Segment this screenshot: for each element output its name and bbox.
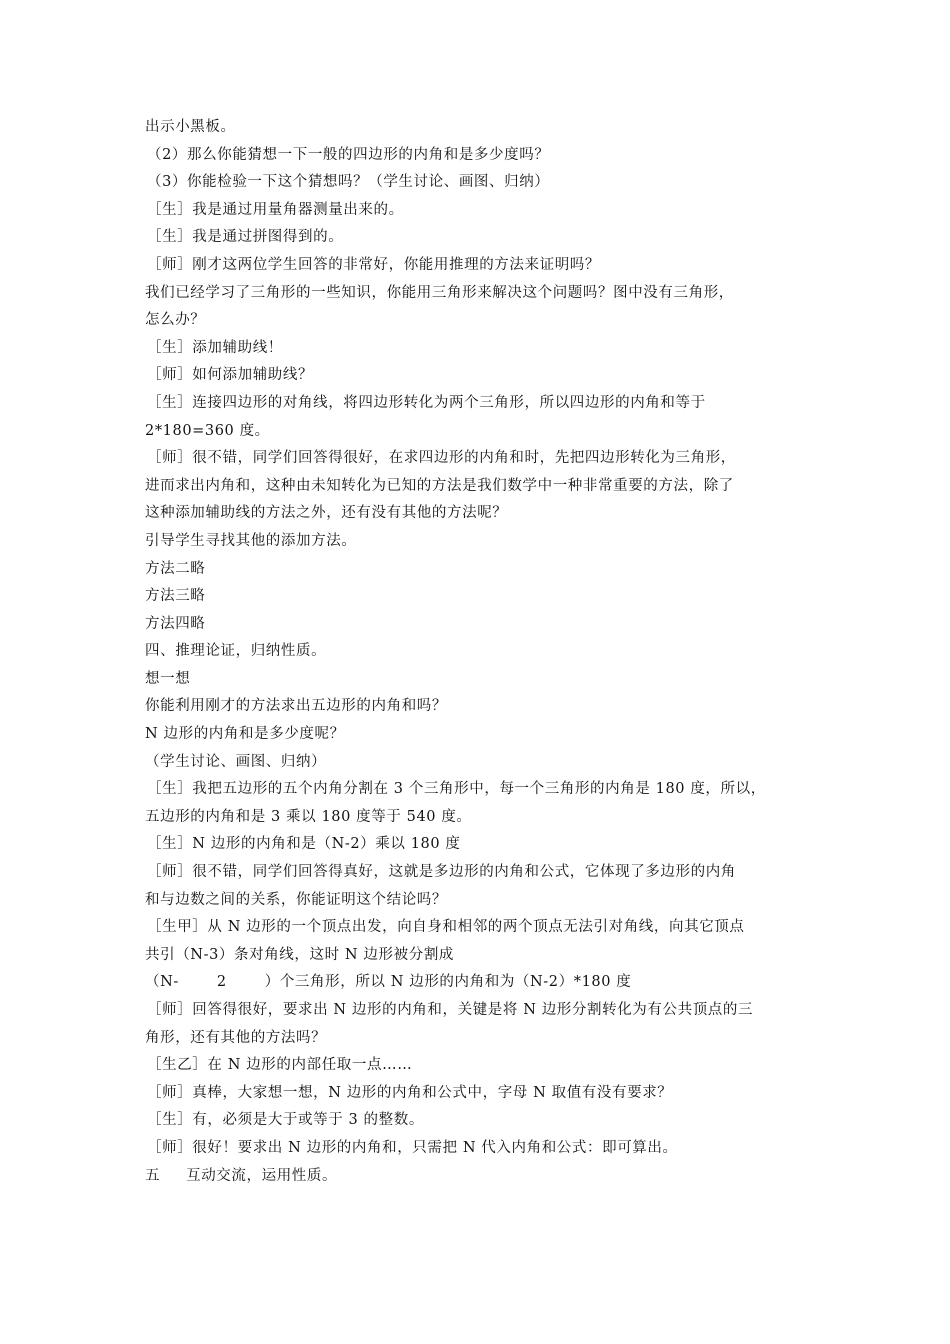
- section-title: 互动交流，运用性质。: [186, 1167, 338, 1184]
- section-heading: [145, 1163, 825, 1191]
- text-line: 这种添加辅助线的方法之外，还有没有其他的方法呢？: [145, 505, 508, 522]
- text-line: 想一想: [145, 670, 191, 687]
- text-line: ［生］我是通过用量角器测量出来的。: [147, 201, 404, 218]
- text-line: ［师］刚才这两位学生回答的非常好，你能用推理的方法来证明吗？: [147, 256, 600, 273]
- split-part-1: （N-: [145, 974, 179, 991]
- section-heading: 四、推理论证，归纳性质。: [145, 643, 327, 660]
- text-line: 我们已经学习了三角形的一些知识，你能用三角形来解决这个问题吗？图中没有三角形，: [145, 284, 734, 301]
- text-line: 共引（N-3）条对角线，这时 N 边形被分割成: [145, 946, 455, 963]
- text-line: ［生甲］从 N 边形的一个顶点出发，向自身和相邻的两个顶点无法引对角线，向其它顶点: [147, 919, 745, 936]
- split-part-3: ）个三角形，所以 N 边形的内角和为（N-2）*180 度: [264, 974, 632, 991]
- text-line: N 边形的内角和是多少度呢？: [145, 726, 345, 743]
- text-line: ［生］我把五边形的五个内角分割在 3 个三角形中，每一个三角形的内角是 180 度，所以，: [147, 781, 766, 798]
- text-line: 怎么办？: [145, 312, 206, 329]
- section-number: 五: [145, 1167, 161, 1184]
- text-line: （2）那么你能猜想一下一般的四边形的内角和是多少度吗？: [147, 146, 550, 163]
- text-line: ［生］我是通过拼图得到的。: [147, 229, 344, 246]
- text-line: 出示小黑板。: [145, 119, 236, 135]
- text-line: 方法四略: [145, 615, 206, 632]
- text-line: 你能利用刚才的方法求出五边形的内角和吗？: [145, 698, 447, 715]
- text-line: ［师］回答得很好，要求出 N 边形的内角和，关键是将 N 边形分割转化为有公共顶点的三: [147, 1002, 754, 1018]
- text-line: （3）你能检验一下这个猜想吗？（学生讨论、画图、归纳）: [147, 174, 550, 191]
- text-line: （学生讨论、画图、归纳）: [145, 753, 327, 770]
- text-line: ［师］很不错，同学们回答得很好，在求四边形的内角和时，先把四边形转化为三角形，: [147, 450, 736, 467]
- text-line: ［生乙］在 N 边形的内部任取一点……: [147, 1057, 413, 1074]
- text-line: 和与边数之间的关系，你能证明这个结论吗？: [145, 891, 447, 908]
- text-line: 进而求出内角和，这种由未知转化为已知的方法是我们数学中一种非常重要的方法，除了: [145, 477, 734, 494]
- text-line: 方法三略: [145, 588, 206, 605]
- text-line-split: [145, 969, 825, 997]
- text-line: ［生］N 边形的内角和是（N-2）乘以 180 度: [147, 836, 461, 853]
- text-line: ［师］如何添加辅助线？: [147, 367, 314, 384]
- split-part-2: 2: [216, 974, 227, 991]
- text-line: 角形，还有其他的方法吗？: [145, 1029, 327, 1046]
- text-line: 方法二略: [145, 560, 206, 577]
- text-line: 五边形的内角和是 3 乘以 180 度等于 540 度。: [145, 808, 472, 825]
- text-line: ［师］真棒，大家想一想，N 边形的内角和公式中，字母 N 取值有没有要求？: [147, 1084, 673, 1101]
- text-line: 引导学生寻找其他的添加方法。: [145, 532, 357, 549]
- text-line: 2*180=360 度。: [145, 422, 270, 439]
- text-line: ［生］添加辅助线！: [147, 339, 283, 356]
- text-line: ［生］连接四边形的对角线，将四边形转化为两个三角形，所以四边形的内角和等于: [147, 394, 706, 411]
- text-line: ［生］有，必须是大于或等于 3 的整数。: [147, 1112, 424, 1129]
- text-line: ［师］很好！要求出 N 边形的内角和，只需把 N 代入内角和公式：即可算出。: [147, 1139, 678, 1156]
- document-page: [145, 114, 825, 1190]
- text-line: ［师］很不错，同学们回答得真好，这就是多边形的内角和公式，它体现了多边形的内角: [147, 864, 736, 881]
